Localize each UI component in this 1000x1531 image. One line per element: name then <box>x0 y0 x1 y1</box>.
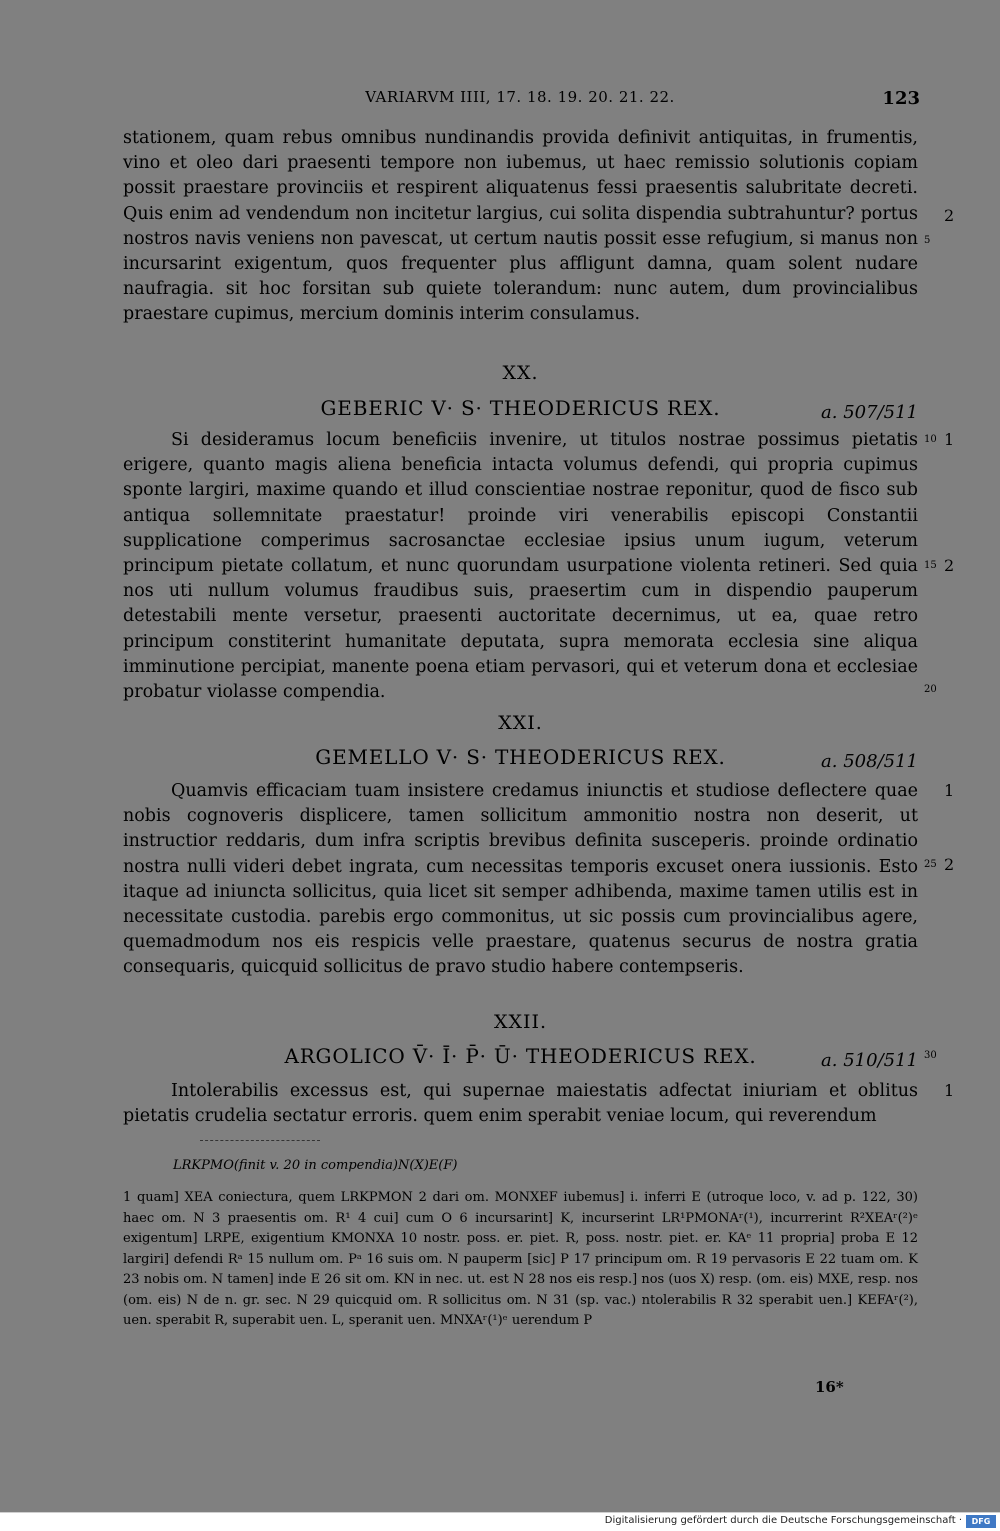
line-number-marker: 30 <box>924 1050 937 1061</box>
section-date: a. 508/511 <box>821 751 918 772</box>
line-number-marker: 5 <box>924 235 931 246</box>
paragraph-marker: 1 <box>944 781 955 800</box>
section-addressee: GEMELLO V· S· THEODERICUS REX. <box>315 745 726 769</box>
section-number-xxi: XXI. <box>498 712 543 734</box>
section-text-block-xxii <box>123 1079 918 1129</box>
paragraph-marker: 2 <box>944 206 955 225</box>
critical-apparatus: 1 quam] XEA coniectura, quem LRKPMON 2 dari om. MONXEF iubemus] i. inferri E (utroque loco, v. ad p. 122, 30) haec om. N 3 praesentis om. R¹ 4 cui] cum O 6 incursarint] K, incurserint LR¹PMONAʳ(¹), incurrerint R²XEAʳ(²)ᵉ exigentum] LRPE, exigentium KMONXA 10 nostr. poss. er. piet. R, poss. nostr. piet. er. KAᵉ 11 propria] proba E 12 largiri] defendi Rᵃ 15 nullum om. Pᵃ 16 suis om. N pauperm [sic] P 17 principum om. R 19 pervasoris E 22 tuam om. K 23 nobis om. N tamen] inde E 26 sit om. KN in nec. ut. est N 28 nos eis resp.] nos (uos X) resp. (om. eis) MXE, resp. nos (om. eis) N de n. gr. sec. N 29 quicquid om. R sollicitus om. N 31 (sp. vac.) ntolerabilis R 32 sperabit uen.] KEFAʳ(²), uen. sperabit R, superabit uen. L, speranit uen. MNXAʳ(¹)ᵉ uerendum P <box>123 1190 918 1328</box>
page-header <box>120 88 920 112</box>
paragraph-marker: 1 <box>944 1081 955 1100</box>
intro-paragraph: stationem, quam rebus omnibus nundinandis provida definivit antiquitas, in frumentis, vino et oleo dari praesenti tempore non iubemus, ut haec remissio solutionis copiam possit praestare provinciis et respirent aliquatenus fessi praesentis salubritate decreti. Quis enim ad vendendum non incitetur largius, cui solita dispendia subtrahuntur? portus nostros navis veniens non pavescat, ut certum nautis possit esse refugium, si manus non incursarint exigentum, quos frequenter plus affligunt damna, quam solent nudare naufragia. sit hoc forsitan sub quiete tolerandum: nunc autem, dum provincialibus praestare cupimus, mercium dominis interim consulamus. <box>123 128 918 325</box>
section-heading-xxii <box>123 1044 918 1072</box>
dfg-logo: DFG <box>966 1515 996 1528</box>
footer-credit: Digitalisierung gefördert durch die Deutsche Forschungsgemeinschaft · <box>604 1515 962 1526</box>
line-number-marker: 25 <box>924 859 937 870</box>
section-text-block-xx <box>123 428 918 705</box>
running-title: VARIARVM IIII, 17. 18. 19. 20. 21. 22. <box>365 88 675 106</box>
line-number-marker: 15 <box>924 560 937 571</box>
section-addressee: GEBERIC V· S· THEODERICUS REX. <box>320 396 721 420</box>
section-date: a. 507/511 <box>821 402 918 423</box>
line-number-marker: 20 <box>924 684 937 695</box>
section-number-xx: XX. <box>502 362 539 384</box>
paragraph-marker: 2 <box>944 855 955 874</box>
line-number-marker: 10 <box>924 434 937 445</box>
apparatus-manuscripts: LRKPMO(finit v. 20 in compendia)N(X)E(F) <box>173 1158 458 1173</box>
paragraph-marker: 2 <box>944 556 955 575</box>
section-number-xxii: XXII. <box>493 1011 548 1033</box>
paragraph-marker: 1 <box>944 430 955 449</box>
section-paragraph: Quamvis efficaciam tuam insistere credamus iniunctis et studiose deflectere quae nobis cognoveris displicere, tamen sollicitum ammonitio nostra non deserit, ut instructior reddaris, dum infra scriptis brevibus definita susceperis. proinde ordinatio nostra nulli videri debet ingrata, cum necessitas temporis excuset onera iussionis. Esto itaque ad iniuncta sollicitus, quia licet sit semper adhibenda, maxime tamen utilis est in necessitate custodia. parebis ergo commonitus, ut sic possis cum provincialibus agere, quemadmodum nos eis respicis velle praestare, quatenus securus de nostra gratia consequaris, quicquid sollicitus de pravo studio habere contempseris. <box>123 781 918 978</box>
intro-paragraph-block <box>123 126 918 328</box>
printer-signature: 16* <box>815 1378 844 1396</box>
page-number: 123 <box>882 88 920 109</box>
section-heading-xx <box>123 396 918 424</box>
section-heading-xxi <box>123 745 918 773</box>
section-date: a. 510/511 <box>821 1050 918 1071</box>
section-paragraph: Si desideramus locum beneficiis invenire, ut titulos nostrae possimus pietatis erigere, quanto magis aliena beneficia intacta volumus defendi, qui propria cupimus sponte largiri, maxime quando et illud conscientiae nostrae reponitur, quod de fisco sub antiqua sollemnitate praestatur! proinde viri venerabilis episcopi Constantii supplicatione comperimus sacrosanctae ecclesiae ipsius unum iugum, veterum principum pietate collatum, et nunc quorundam usurpatione violenta retineri. Sed quia nos uti nullum volumus fraudibus suis, praesertim cum in dispendio pauperum detestabili mente versetur, praesenti auctoritate decernimus, ut ea, quae retro principum constiterint humanitate deputata, supra memorata ecclesia sine aliqua imminutione percipiat, manente poena etiam pervasori, qui et veterum dona et ecclesiae probatur violasse compendia. <box>123 430 918 703</box>
section-addressee: ARGOLICO V̄· Ī· P̄· Ū· THEODERICUS REX. <box>284 1044 757 1068</box>
section-paragraph: Intolerabilis excessus est, qui supernae maiestatis adfectat iniuriam et oblitus pietatis crudelia sectatur erroris. quem enim sperabit veniae locum, qui reverendum <box>123 1081 918 1127</box>
footer-bar <box>0 1512 1000 1531</box>
section-text-block-xxi <box>123 779 918 981</box>
apparatus-divider <box>200 1140 320 1141</box>
